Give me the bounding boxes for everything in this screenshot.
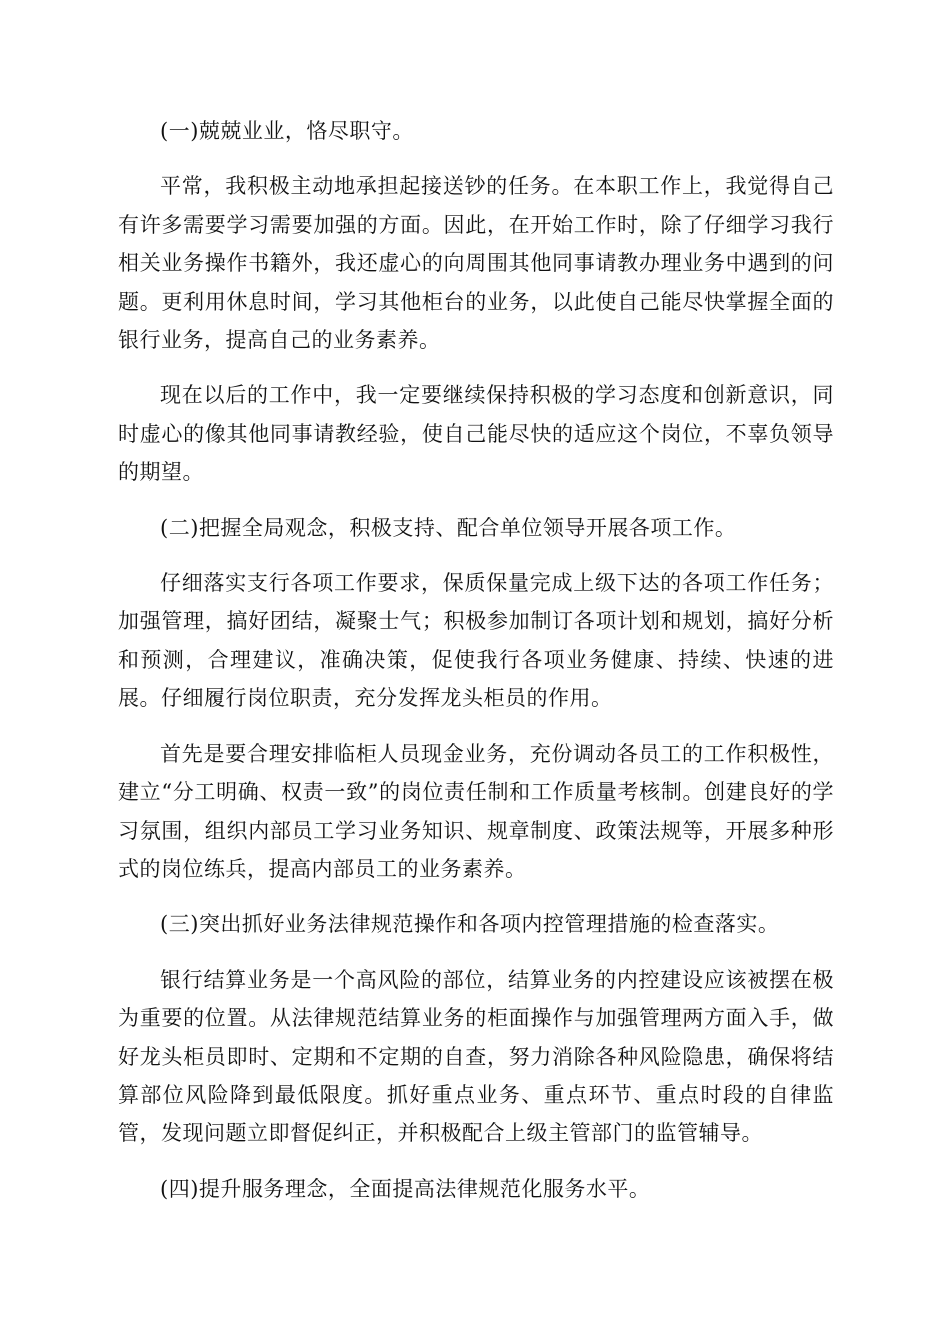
section-heading-2: (二)把握全局观念，积极支持、配合单位领导开展各项工作。	[160, 515, 737, 540]
paragraph-duty-learning: 平常，我积极主动地承担起接送钞的任务。在本职工作上，我觉得自己有许多需要学习需要加强的方面。因此，在开始工作时，除了仔细学习我行相关业务操作书籍外，我还虚心的向周围其他同事请教办理业务中遇到的问题。更利用休息时间，学习其他柜台的业务，以此使自己能尽快掌握全面的银行业务，提高自己的业务素养。	[118, 174, 834, 353]
document-page	[118, 112, 834, 1225]
paragraph-implement-requirements: 仔细落实支行各项工作要求，保质保量完成上级下达的各项工作任务；加强管理，搞好团结，凝聚士气；积极参加制订各项计划和规划，搞好分析和预测，合理建议，准确决策，促使我行各项业务健康、持续、快速的进展。仔细履行岗位职责，充分发挥龙头柜员的作用。	[118, 571, 834, 711]
section-heading-4: (四)提升服务理念，全面提高法律规范化服务水平。	[160, 1176, 651, 1201]
section-heading-3: (三)突出抓好业务法律规范操作和各项内控管理措施的检查落实。	[160, 912, 780, 937]
paragraph-settlement-risk: 银行结算业务是一个高风险的部位，结算业务的内控建设应该被摆在极为重要的位置。从法律规范结算业务的柜面操作与加强管理两方面入手，做好龙头柜员即时、定期和不定期的自查，努力消除各种风险隐患，确保将结算部位风险降到最低限度。抓好重点业务、重点环节、重点时段的自律监管，发现问题立即督促纠正，并积极配合上级主管部门的监管辅导。	[118, 967, 834, 1146]
section-heading-1: (一)兢兢业业，恪尽职守。	[160, 119, 414, 143]
paragraph-arrange-staff: 首先是要合理安排临柜人员现金业务，充份调动各员工的工作积极性，建立“分工明确、权责一致”的岗位责任制和工作质量考核制。创建良好的学习氛围，组织内部员工学习业务知识、规章制度、政策法规等，开展多种形式的岗位练兵，提高内部员工的业务素养。	[118, 741, 834, 881]
paragraph-future-work: 现在以后的工作中，我一定要继续保持积极的学习态度和创新意识，同时虚心的像其他同事请教经验，使自己能尽快的适应这个岗位，不辜负领导的期望。	[118, 383, 834, 485]
